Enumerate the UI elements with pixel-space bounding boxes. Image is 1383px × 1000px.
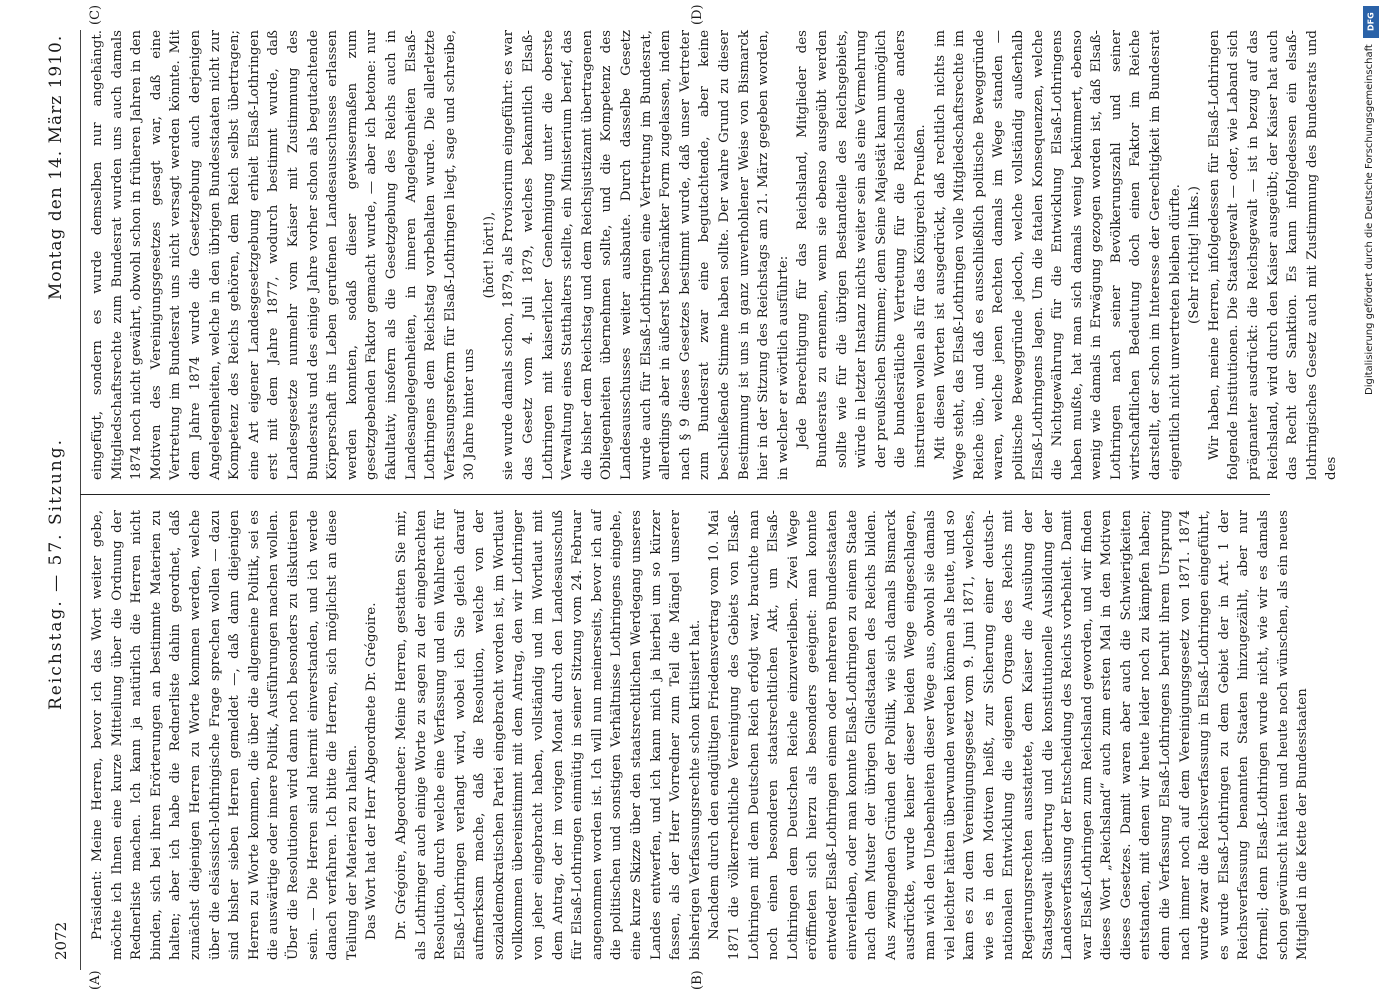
margin-marker-a: (A) bbox=[88, 970, 103, 990]
paragraph: Das Wort hat der Herr Abgeordnete Dr. Grégoire. bbox=[364, 602, 380, 940]
right-column bbox=[88, 30, 1340, 480]
margin-marker-d: (D) bbox=[690, 4, 705, 25]
paragraph: Wir haben, meine Herren, infolgedessen für Elsaß-Lothringen folgende Institutionen. Die Staatsgewalt — oder, wie Laband sich prägnanter ausdrückt: die Reichsgewalt — ist in bezug auf das Reichsland, wird durch den Kaiser ausgeübt; der Kaiser hat auch das Recht der Sanktion. Es kann infolgedessen ein elsaß-lothringisches Gesetz auch mit Zustimmung des Bundesrats und des bbox=[1206, 30, 1340, 480]
left-column bbox=[88, 510, 1311, 960]
column-divider bbox=[80, 494, 1270, 495]
paragraph: sie wurde damals schon, 1879, als Provisorium eingeführt: es war das Gesetz vom 4. Juli 1879, welches bekanntlich Elsaß-Lothringen mit kaiserlicher Genehmigung unter die oberste Verwaltung eines Statthalters stellte, ein Ministerium berief, das die bisher dem Reichstag und dem Reichsjustizamt übertragenen Obliegenheiten übernehmen sollte, und die Kompetenz des Landesausschusses weiter ausbaute. Durch dasselbe Gesetz wurde auch für Elsaß-Lothringen eine Vertretung im Bundesrat, allerdings aber in äußerst beschränkter Form zugelassen, indem nach § 9 dieses Gesetzes bestimmt wurde, daß unser Vertreter zum Bundesrat zwar eine begutachtende, aber keine beschließende Stimme haben sollte. Der wahre Grund zu dieser Bestimmung ist uns in ganz unverhohlener Weise von Bismarck hier in der Sitzung des Reichstags am 21. März gegeben worden, in welcher er wörtlich ausführte: bbox=[501, 30, 791, 480]
paragraph: Mit diesen Worten ist ausgedrückt, daß rechtlich nichts im Wege steht, das Elsaß-Lothringen volle Mitgliedschaftsrechte im Reiche übe, und daß es ausschließlich politische Beweggründe waren, welche jenen Rechten damals im Wege standen — politische Beweggründe jedoch, welche vollständig außerhalb Elsaß-Lothringens lagen. Um die fatalen Konsequenzen, welche die Nichtgewährung für die Entwicklung Elsaß-Lothringens haben mußte, hat man sich damals wenig bekümmert, ebenso wenig wie damals in Erwägung gezogen worden ist, daß Elsaß-Lothringen nach seiner Bevölkerungszahl und seiner wirtschaftlichen Bedeutung doch einen Faktor im Reiche darstellt, der schon im Interesse der Gerechtigkeit im Bundesrat eigentlich nicht unvertreten bleiben dürfte. bbox=[932, 30, 1183, 480]
interjection: (Sehr richtig! links.) bbox=[1187, 186, 1203, 324]
paragraph: Nachdem durch den endgültigen Friedensvertrag vom 10. Mai 1871 die völkerrechtliche Vereinigung des Gebiets von Elsaß-Lothringen mit dem Deutschen Reich erfolgt war, brauchte man noch einen besonderen staatsrechtlichen Akt, um Elsaß-Lothringen dem Deutschen Reiche einzuverleiben. Zwei Wege eröffneten sich hierzu als besonders geeignet: man konnte entweder Elsaß-Lothringen einem oder mehreren Bundesstaaten einverleiben, oder man konnte Elsaß-Lothringen zu einem Staate nach dem Muster der übrigen Gliedstaaten des Reichs bilden. Aus zwingenden Gründen der Politik, wie sich damals Bismarck ausdrückte, wurde keiner dieser beiden Wege eingeschlagen, man wich den Unebenheiten dieser Wege aus, obwohl sie damals viel leichter hätten überwunden werden können als heute, und so kam es zu dem Vereinigungsgesetz vom 9. Juni 1871, welches, wie es in den Motiven heißt, zur Sicherung einer deutsch-nationalen Entwicklung die eigenen Organe des Reichs mit Regierungsrechten ausstattete, dem Kaiser die Ausübung der Staatsgewalt übertrug und die konstitutionelle Ausbildung der Landesverfassung der Entscheidung des Reichs vorbehielt. Damit war Elsaß-Lothringen zum Reichsland geworden, und wir finden dieses Wort „Reichsland“ auch zum ersten Mal in den Motiven dieses Gesetzes. Damit waren aber auch die Schwierigkeiten entstanden, mit denen wir heute leider noch zu kämpfen haben; denn die Verfassung Elsaß-Lothringens beruht ihrem Ursprung nach immer noch auf dem Vereinigungsgesetz von 1871. 1874 wurde zwar die Reichsverfassung in Elsaß-Lothringen eingeführt, es wurde Elsaß-Lothringen zu dem Gebiet der in Art. 1 der Reichsverfassung benannten Staaten hinzugezählt, aber nur formell; denn Elsaß-Lothringen wurde nicht, wie wir es damals schon gewünscht hätten und heute noch wünschen, als ein neues Mitglied in die Kette der Bundesstaaten bbox=[707, 510, 1311, 960]
interjection: (hört! hört!), bbox=[481, 211, 497, 299]
header-rule bbox=[80, 30, 81, 970]
margin-marker-b: (B) bbox=[690, 970, 705, 990]
running-title: Reichstag. — 57. Sitzung. bbox=[46, 437, 66, 710]
page-number: 2072 bbox=[52, 921, 70, 960]
session-date: Montag den 14. März 1910. bbox=[46, 34, 66, 300]
dfg-logo: DFG bbox=[1363, 6, 1379, 38]
paragraph: Präsident: Meine Herren, bevor ich das Wort weiter gebe, möchte ich Ihnen eine kurze Mitteilung über die Ordnung der Rednerliste machen. Ich kann ja natürlich die Herren nicht binden, sich bei ihren Erörterungen an bestimmte Materien zu halten; aber ich habe die Rednerliste dahin geordnet, daß zunächst diejenigen Herren zu Worte kommen werden, welche über die elsässisch-lothringische Frage sprechen wollen — dazu sind bisher sieben Herren gemeldet —, daß dann diejenigen Herren zu Worte kommen, die über die allgemeine Politik, sei es die auswärtige oder innere Politik, Ausführungen machen wollen. Über die Resolutionen wird dann noch besonders zu diskutieren sein. — Die Herren sind hiermit einverstanden, und ich werde danach verfahren. Ich bitte die Herren, sich möglichst an diese Teilung der Materien zu halten. bbox=[90, 510, 360, 960]
margin-marker-c: (C) bbox=[88, 4, 103, 25]
digitization-credit bbox=[1361, 0, 1383, 1000]
paragraph: eingefügt, sondern es wurde demselben nur angehängt. Mitgliedschaftsrechte zum Bundesrat wurden uns auch damals 1874 noch nicht gewährt, obwohl schon in früheren Jahren in den Motiven des Vereinigungsgesetzes gesagt war, daß eine Vertretung im Bundesrat uns nicht versagt werden könnte. Mit dem Jahre 1874 wurde die Gesetzgebung auch derjenigen Angelegenheiten, welche in den übrigen Bundesstaaten nicht zur Kompetenz des Reichs gehören, dem Reich selbst übertragen; eine Art eigener Landesgesetzgebung erhielt Elsaß-Lothringen erst mit dem Jahre 1877, wodurch bestimmt wurde, daß Landesgesetze nunmehr vom Kaiser mit Zustimmung des Bundesrats und des einige Jahre vorher schon als begutachtende Körperschaft ins Leben gerufenen Landesausschusses erlassen werden konnten, sodaß dieser gewissermaßen zum gesetzgebenden Faktor gemacht wurde, — aber ich betone: nur fakultativ, insofern als die Gesetzgebung des Reichs auch in Landesangelegenheiten, in inneren Angelegenheiten Elsaß-Lothringens dem Reichstag vorbehalten wurde. Die allerletzte Verfassungsreform für Elsaß-Lothringen liegt, sage und schreibe, 30 Jahre hinter uns bbox=[90, 30, 478, 480]
credit-text: Digitalisierung gefördert durch die Deutsche Forschungsgemeinschaft bbox=[1364, 44, 1375, 395]
block-quote: Jede Berechtigung für das Reichsland, Mitglieder des Bundesrats zu ernennen, wenn sie ebenso ausgeübt werden sollte wie für die übrigen Bestandteile des Reichsgebiets, würde in letzter Instanz nichts weiter sein als eine Vermehrung der preußischen Stimmen; denn Seine Majestät kann unmöglich die bundesrätliche Vertretung für die Reichslande anders instruieren wollen als für das Königreich Preußen. bbox=[795, 30, 928, 468]
paragraph: Dr. Grégoire, Abgeordneter: Meine Herren, gestatten Sie mir, als Lothringer auch einige Worte zu sagen zu der eingebrachten Resolution, durch welche eine Verfassung und ein Wahlrecht für Elsaß-Lothringen verlangt wird, wobei ich Sie gleich darauf aufmerksam mache, daß die Resolution, welche von der sozialdemokratischen Partei eingebracht worden ist, im Wortlaut vollkommen übereinstimmt mit dem Antrag, den wir Lothringer von jeher eingebracht haben, vollständig und im Wortlaut mit dem Antrag, der im vorigen Monat durch den Landesausschuß für Elsaß-Lothringen einmütig in seiner Sitzung vom 24. Februar angenommen worden ist. Ich will nun meinerseits, bevor ich auf die politischen und sonstigen Verhältnisse Lothringens eingehe, eine kurze Skizze über den staatsrechtlichen Werdegang unseres Landes entwerfen, und ich kann mich ja hierbei um so kürzer fassen, als der Herr Vorredner zum Teil die Mängel unserer bisherigen Verfassungsrechte schon kritisiert hat. bbox=[393, 510, 703, 960]
